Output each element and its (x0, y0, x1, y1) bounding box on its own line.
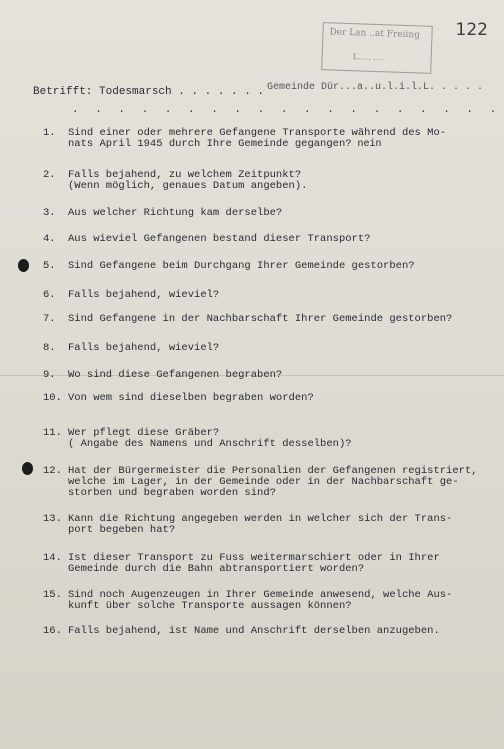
question-answer: nein (351, 139, 382, 150)
question-number: 3. (43, 207, 56, 219)
question-item (43, 428, 352, 450)
question-text-line: (Wenn möglich, genaues Datum angeben). (68, 180, 308, 192)
question-text-line: Gemeinde durch die Bahn abtransportiert worden? (68, 563, 365, 575)
question-item (43, 514, 452, 536)
question-number: 16. (43, 625, 62, 637)
question-text-line: Wo sind diese Gefangenen begraben? (68, 369, 283, 381)
question-text-line: welche im Lager, in der Gemeinde oder in der Nachbarschaft ge- (68, 476, 459, 488)
question-number: 8. (43, 342, 56, 354)
question-number: 14. (43, 552, 62, 564)
question-text-line: Sind Gefangene beim Durchgang Ihrer Gemeinde gestorben? (68, 260, 415, 272)
dotted-rule: . . . . . . . . . . . . . . . . . . . (72, 104, 502, 116)
question-text-line: Falls bejahend, zu welchem Zeitpunkt? (68, 169, 302, 181)
question-item (43, 553, 440, 575)
municipality-field: Gemeinde Dür...a..u.l.i.l.L. . . . . (267, 82, 484, 93)
question-text-line: Hat der Bürgermeister die Personalien der Gefangenen registriert, (68, 465, 478, 477)
question-text-line: Falls bejahend, wieviel? (68, 289, 220, 301)
question-number: 13. (43, 513, 62, 525)
question-item (43, 626, 440, 637)
question-number: 12. (43, 465, 62, 477)
subject-line: Betrifft: Todesmarsch . . . . . . . (33, 86, 265, 98)
question-number: 10. (43, 392, 62, 404)
question-item (43, 370, 282, 381)
question-number: 15. (43, 589, 62, 601)
question-text-line: Sind noch Augenzeugen in Ihrer Gemeinde anwesend, welche Aus- (68, 589, 453, 601)
question-text-line: Kann die Richtung angegeben werden in welcher sich der Trans- (68, 513, 453, 525)
stamp-line-2: L..... .... (352, 52, 384, 63)
punch-hole-bottom (22, 462, 33, 475)
question-item (43, 466, 478, 499)
question-text-line: Aus wieviel Gefangenen bestand dieser Transport? (68, 233, 371, 245)
archive-stamp (321, 22, 433, 74)
question-text-line: Falls bejahend, ist Name und Anschrift derselben anzugeben. (68, 625, 440, 637)
question-text-line: Wer pflegt diese Gräber? (68, 427, 220, 439)
question-text-line: ( Angabe des Namens und Anschrift desselben)? (68, 438, 352, 450)
question-item (43, 343, 219, 354)
question-number: 5. (43, 260, 56, 272)
punch-hole-top (18, 259, 29, 272)
question-number: 11. (43, 427, 62, 439)
question-text-line: Ist dieser Transport zu Fuss weitermarschiert oder in Ihrer (68, 552, 440, 564)
question-item (43, 590, 452, 612)
question-item (43, 208, 282, 219)
question-number: 7. (43, 313, 56, 325)
stamp-line-1: Der Lan ..at Freiing (329, 27, 421, 41)
question-item (43, 170, 307, 192)
question-item (43, 128, 446, 150)
question-text-line: Von wem sind dieselben begraben worden? (68, 392, 314, 404)
question-text-line: Aus welcher Richtung kam derselbe? (68, 207, 283, 219)
question-item (43, 314, 452, 325)
question-number: 4. (43, 233, 56, 245)
question-text-line: nats April 1945 durch Ihre Gemeinde gegangen? nein (68, 138, 382, 150)
question-text-line: Sind einer oder mehrere Gefangene Transporte während des Mo- (68, 127, 447, 139)
question-item (43, 234, 370, 245)
question-item (43, 290, 219, 301)
question-number: 6. (43, 289, 56, 301)
question-text-line: kunft über solche Transporte aussagen können? (68, 600, 352, 612)
question-number: 1. (43, 127, 56, 139)
question-item (43, 261, 415, 272)
question-text-line: port begeben hat? (68, 524, 176, 536)
question-text-line: Sind Gefangene in der Nachbarschaft Ihrer Gemeinde gestorben? (68, 313, 453, 325)
question-number: 2. (43, 169, 56, 181)
question-number: 9. (43, 369, 56, 381)
question-text-line: storben und begraben worden sind? (68, 487, 276, 499)
page-number: 122 (455, 20, 488, 40)
question-text-line: Falls bejahend, wieviel? (68, 342, 220, 354)
question-item (43, 393, 314, 404)
